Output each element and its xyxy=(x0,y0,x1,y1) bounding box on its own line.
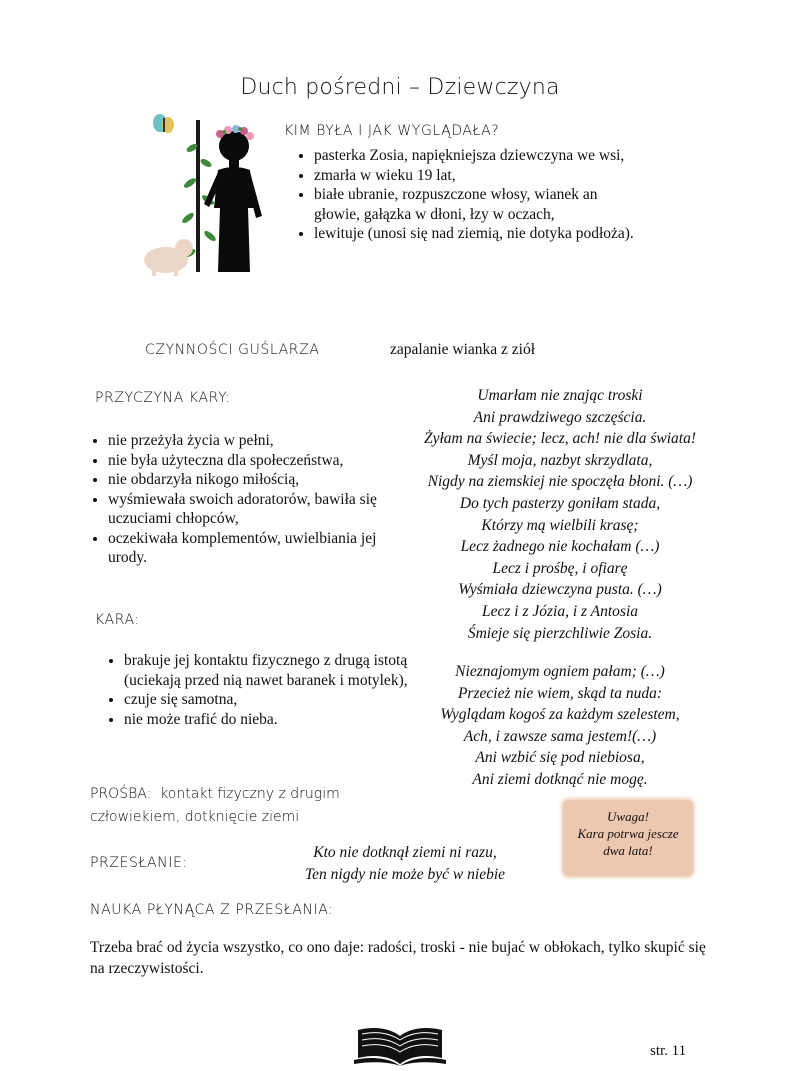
list-item: • czuje się samotna, xyxy=(124,690,424,710)
poem-stanza-2: Nieznajomym ogniem pałam; (…) Przecież nie wiem, skąd ta nuda: Wyglądam kogoś za każdym szelestem, Ach, i zawsze sama jestem!(…) Ani wzbić się pod niebiosa, Ani ziemi dotknąć nie mogę. xyxy=(440,663,680,788)
message-heading: PRZESŁANIE: xyxy=(90,855,188,871)
list-item: • pasterka Zosia, napiękniejsza dziewczyna we wsi, xyxy=(314,146,644,166)
list-item: • nie może trafić do nieba. xyxy=(124,710,424,730)
list-item: • białe ubranie, rozpuszczone włosy, wianek an głowie, gałązka w dłoni, łzy w oczach, xyxy=(314,185,644,224)
list-item: • nie obdarzyła nikogo miłością, xyxy=(108,470,408,490)
request-heading: PROŚBA: xyxy=(90,786,152,802)
punishment-heading: KARA: xyxy=(95,612,140,628)
who-list xyxy=(294,146,644,244)
page-title: Duch pośredni – Dziewczyna xyxy=(240,75,560,100)
lesson-heading: NAUKA PŁYNĄCA Z PRZESŁANIA: xyxy=(90,902,334,918)
list-item: • oczekiwała komplementów, uwielbiania jej urody. xyxy=(108,529,408,568)
list-item: • lewituje (unosi się nad ziemią, nie dotyka podłoża). xyxy=(314,224,644,244)
list-item: • zmarła w wieku 19 lat, xyxy=(314,166,644,186)
request-value-cont: człowiekiem, dotknięcie ziemi xyxy=(90,809,300,825)
ritual-heading: CZYNNOŚCI GUŚLARZA xyxy=(145,342,320,358)
girl-illustration-icon xyxy=(138,108,273,278)
list-item: • nie była użyteczna dla społeczeństwa, xyxy=(108,451,408,471)
list-item: • brakuje jej kontaktu fizycznego z drugą istotą (uciekają przed nią nawet baranek i motylek), xyxy=(124,651,424,690)
request-value: kontakt fizyczny z drugim xyxy=(160,786,340,802)
request-block xyxy=(90,783,340,829)
who-heading: KIM BYŁA I JAK WYGLĄDAŁA? xyxy=(284,123,500,139)
warning-note: Uwaga! Kara potrwa jescze dwa lata! xyxy=(563,800,693,876)
list-item: • wyśmiewała swoich adoratorów, bawiła się uczuciami chłopców, xyxy=(108,490,408,529)
list-item: • nie przeżyła życia w pełni, xyxy=(108,431,408,451)
cause-list xyxy=(88,431,408,568)
lesson-text: Trzeba brać od życia wszystko, co ono daje: radości, troski - nie bujać w obłokach, tylko skupić się na rzeczywistości. xyxy=(90,939,706,977)
message-quote: Kto nie dotknął ziemi ni razu, Ten nigdy nie może być w niebie xyxy=(304,844,506,883)
cause-heading: PRZYCZYNA KARY: xyxy=(95,390,231,406)
page-number: str. 11 xyxy=(650,1043,687,1059)
punishment-list xyxy=(104,651,424,729)
open-book-icon xyxy=(354,1022,446,1066)
poem-stanza-1: Umarłam nie znając troski Ani prawdziwego szczęścia. Żyłam na świecie; lecz, ach! nie dla świata! Myśl moja, nazbyt skrzydlata, Nigdy na ziemskiej nie spoczęła błoni. (…) Do tych pasterzy goniłam stada, Którzy mą wielbili krasę; Lecz żadnego nie kochałam (…) Lecz i prośbę, i ofiarę Wyśmiała dziewczyna pusta. (…) Lecz i z Józia, i z Antosia Śmieje się pierzchliwie Zosia. xyxy=(423,387,697,642)
ritual-value: zapalanie wianka z ziół xyxy=(390,341,536,358)
